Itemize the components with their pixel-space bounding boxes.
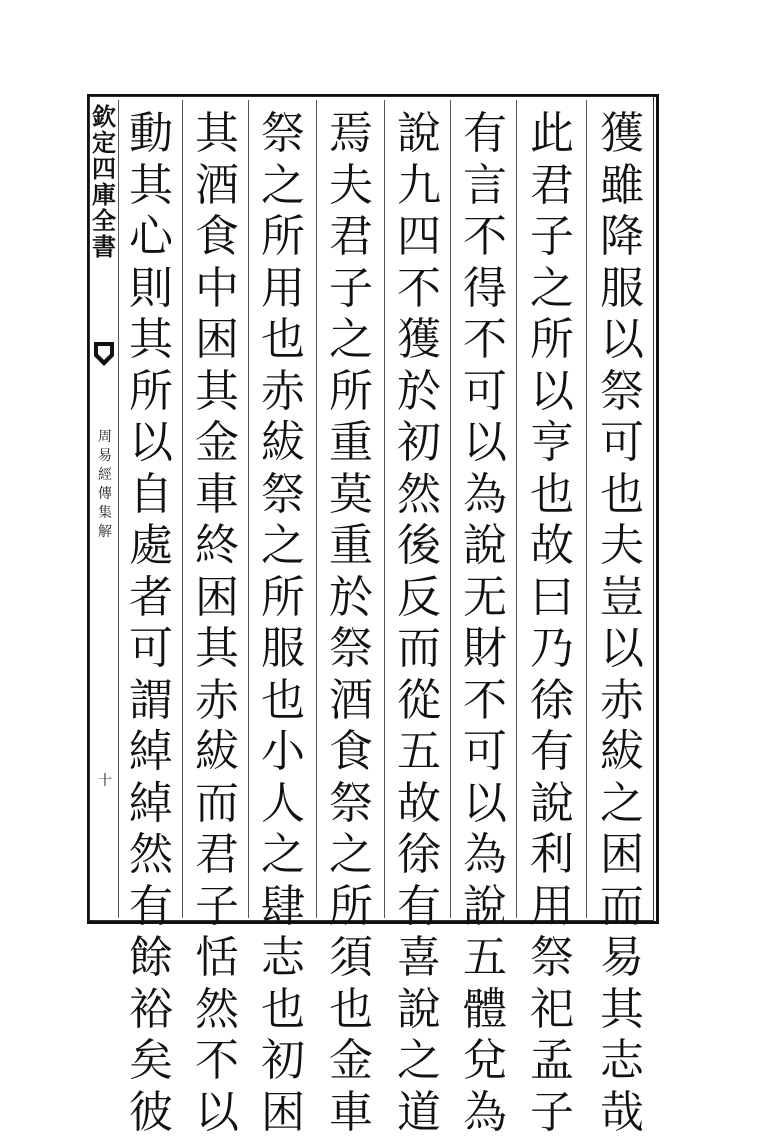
text-char: 以 bbox=[589, 314, 655, 366]
text-char: 子 bbox=[519, 211, 585, 263]
text-char: 之 bbox=[386, 1035, 452, 1087]
text-char: 以 bbox=[118, 417, 184, 469]
text-char: 困 bbox=[589, 829, 655, 881]
text-char: 不 bbox=[386, 263, 452, 315]
book-title-char: 易 bbox=[98, 447, 112, 466]
collection-title-char: 庫 bbox=[92, 182, 116, 208]
text-char: 夫 bbox=[589, 520, 655, 572]
text-char: 曰 bbox=[519, 572, 585, 624]
text-char: 其 bbox=[184, 623, 250, 675]
text-char: 以 bbox=[452, 417, 518, 469]
text-char: 徐 bbox=[386, 829, 452, 881]
text-char: 酒 bbox=[318, 675, 384, 727]
text-char: 有 bbox=[452, 108, 518, 160]
book-title bbox=[97, 428, 113, 542]
text-char: 食 bbox=[184, 211, 250, 263]
text-char: 亨 bbox=[519, 417, 585, 469]
text-char: 處 bbox=[118, 520, 184, 572]
text-char: 之 bbox=[250, 160, 316, 212]
text-char: 小 bbox=[250, 726, 316, 778]
text-char: 為 bbox=[452, 469, 518, 521]
text-char: 反 bbox=[386, 572, 452, 624]
text-column bbox=[318, 108, 384, 908]
text-char: 之 bbox=[250, 829, 316, 881]
text-char: 其 bbox=[118, 160, 184, 212]
text-char: 此 bbox=[519, 108, 585, 160]
text-char: 可 bbox=[452, 726, 518, 778]
text-char: 說 bbox=[452, 881, 518, 933]
text-char: 困 bbox=[184, 572, 250, 624]
text-char: 赤 bbox=[589, 675, 655, 727]
text-char: 孟 bbox=[519, 1035, 585, 1087]
text-char: 不 bbox=[452, 675, 518, 727]
fish-tail-mark-icon bbox=[93, 340, 115, 368]
text-char: 初 bbox=[250, 1035, 316, 1087]
text-char: 以 bbox=[184, 1087, 250, 1138]
text-char: 也 bbox=[250, 314, 316, 366]
text-char: 九 bbox=[386, 160, 452, 212]
text-char: 祭 bbox=[250, 469, 316, 521]
text-char: 四 bbox=[386, 211, 452, 263]
text-char: 困 bbox=[250, 1087, 316, 1138]
text-char: 祭 bbox=[589, 366, 655, 418]
text-column bbox=[589, 108, 655, 908]
text-char: 金 bbox=[318, 1035, 384, 1087]
text-char: 祀 bbox=[519, 984, 585, 1036]
text-char: 利 bbox=[519, 829, 585, 881]
text-char: 肆 bbox=[250, 881, 316, 933]
text-char: 祭 bbox=[318, 778, 384, 830]
text-char: 然 bbox=[386, 469, 452, 521]
book-title-char: 集 bbox=[98, 504, 112, 523]
book-title-char: 解 bbox=[98, 523, 112, 542]
text-char: 之 bbox=[318, 829, 384, 881]
text-char: 也 bbox=[250, 984, 316, 1036]
page-number: 十 bbox=[98, 770, 112, 790]
text-char: 體 bbox=[452, 984, 518, 1036]
text-char: 之 bbox=[589, 778, 655, 830]
text-char: 服 bbox=[589, 263, 655, 315]
text-char: 從 bbox=[386, 675, 452, 727]
text-char: 也 bbox=[318, 984, 384, 1036]
text-char: 降 bbox=[589, 211, 655, 263]
book-title-char: 經 bbox=[98, 466, 112, 485]
text-column bbox=[250, 108, 316, 908]
text-char: 志 bbox=[589, 1035, 655, 1087]
text-char: 雖 bbox=[589, 160, 655, 212]
text-char: 所 bbox=[318, 881, 384, 933]
text-char: 謂 bbox=[118, 675, 184, 727]
text-char: 人 bbox=[250, 778, 316, 830]
text-char: 說 bbox=[452, 520, 518, 572]
text-char: 然 bbox=[118, 829, 184, 881]
book-title-char: 周 bbox=[98, 428, 112, 447]
column-rule bbox=[586, 100, 587, 918]
text-char: 彼 bbox=[118, 1087, 184, 1138]
text-char: 所 bbox=[318, 366, 384, 418]
text-char: 故 bbox=[519, 520, 585, 572]
text-char: 故 bbox=[386, 778, 452, 830]
text-column bbox=[452, 108, 518, 908]
text-char: 可 bbox=[118, 623, 184, 675]
collection-title-char: 全 bbox=[92, 208, 116, 234]
text-char: 說 bbox=[386, 108, 452, 160]
text-char: 食 bbox=[318, 726, 384, 778]
text-char: 所 bbox=[250, 572, 316, 624]
text-char: 其 bbox=[184, 366, 250, 418]
text-char: 獲 bbox=[589, 108, 655, 160]
text-char: 赤 bbox=[250, 366, 316, 418]
text-char: 紱 bbox=[184, 726, 250, 778]
text-char: 其 bbox=[118, 314, 184, 366]
text-char: 得 bbox=[452, 263, 518, 315]
text-char: 重 bbox=[318, 520, 384, 572]
text-char: 以 bbox=[452, 778, 518, 830]
text-char: 君 bbox=[519, 160, 585, 212]
text-char: 所 bbox=[519, 314, 585, 366]
text-char: 祭 bbox=[250, 108, 316, 160]
text-char: 之 bbox=[250, 520, 316, 572]
column-rule bbox=[316, 100, 317, 918]
text-char: 乃 bbox=[519, 623, 585, 675]
text-char: 酒 bbox=[184, 160, 250, 212]
text-char: 也 bbox=[589, 469, 655, 521]
text-char: 用 bbox=[250, 263, 316, 315]
text-char: 子 bbox=[184, 881, 250, 933]
text-char: 說 bbox=[386, 984, 452, 1036]
text-char: 而 bbox=[386, 623, 452, 675]
text-char: 不 bbox=[184, 1035, 250, 1087]
text-char: 道 bbox=[386, 1087, 452, 1138]
text-char: 後 bbox=[386, 520, 452, 572]
collection-title-char: 欽 bbox=[92, 104, 116, 130]
text-char: 所 bbox=[118, 366, 184, 418]
text-column bbox=[184, 108, 250, 908]
collection-title-char: 書 bbox=[92, 234, 116, 260]
text-char: 說 bbox=[519, 778, 585, 830]
text-char: 言 bbox=[452, 160, 518, 212]
text-char: 也 bbox=[519, 469, 585, 521]
text-char: 祭 bbox=[318, 623, 384, 675]
text-char: 之 bbox=[318, 314, 384, 366]
text-char: 用 bbox=[519, 881, 585, 933]
text-char: 五 bbox=[452, 932, 518, 984]
text-char: 子 bbox=[318, 263, 384, 315]
text-char: 則 bbox=[118, 263, 184, 315]
text-char: 終 bbox=[184, 520, 250, 572]
text-char: 所 bbox=[250, 211, 316, 263]
text-char: 有 bbox=[519, 726, 585, 778]
text-char: 困 bbox=[184, 314, 250, 366]
text-char: 初 bbox=[386, 417, 452, 469]
text-char: 之 bbox=[519, 263, 585, 315]
text-char: 莫 bbox=[318, 469, 384, 521]
column-rule bbox=[384, 100, 385, 918]
text-char: 可 bbox=[589, 417, 655, 469]
text-char: 赤 bbox=[184, 675, 250, 727]
text-char: 五 bbox=[386, 726, 452, 778]
text-char: 可 bbox=[452, 366, 518, 418]
text-char: 動 bbox=[118, 108, 184, 160]
text-char: 焉 bbox=[318, 108, 384, 160]
text-char: 君 bbox=[318, 211, 384, 263]
collection-title bbox=[92, 104, 116, 260]
text-char: 紱 bbox=[250, 417, 316, 469]
text-char: 以 bbox=[519, 366, 585, 418]
text-char: 自 bbox=[118, 469, 184, 521]
text-char: 須 bbox=[318, 932, 384, 984]
collection-title-char: 四 bbox=[92, 156, 116, 182]
text-char: 於 bbox=[386, 366, 452, 418]
text-char: 志 bbox=[250, 932, 316, 984]
text-char: 君 bbox=[184, 829, 250, 881]
text-char: 以 bbox=[589, 623, 655, 675]
text-char: 有 bbox=[118, 881, 184, 933]
text-char: 喜 bbox=[386, 932, 452, 984]
text-char: 金 bbox=[184, 417, 250, 469]
text-char: 兌 bbox=[452, 1035, 518, 1087]
text-char: 恬 bbox=[184, 932, 250, 984]
text-char: 重 bbox=[318, 417, 384, 469]
text-char: 有 bbox=[386, 881, 452, 933]
text-char: 不 bbox=[452, 211, 518, 263]
text-char: 於 bbox=[318, 572, 384, 624]
text-char: 祭 bbox=[519, 932, 585, 984]
text-char: 財 bbox=[452, 623, 518, 675]
text-char: 然 bbox=[184, 984, 250, 1036]
text-char: 徐 bbox=[519, 675, 585, 727]
text-column bbox=[519, 108, 585, 908]
text-char: 服 bbox=[250, 623, 316, 675]
text-char: 而 bbox=[184, 778, 250, 830]
text-char: 也 bbox=[250, 675, 316, 727]
text-char: 者 bbox=[118, 572, 184, 624]
text-char: 綽 bbox=[118, 726, 184, 778]
text-char: 其 bbox=[589, 984, 655, 1036]
text-char: 无 bbox=[452, 572, 518, 624]
text-char: 中 bbox=[184, 263, 250, 315]
text-char: 哉 bbox=[589, 1087, 655, 1138]
text-char: 而 bbox=[589, 881, 655, 933]
text-column bbox=[118, 108, 184, 908]
text-char: 豈 bbox=[589, 572, 655, 624]
text-char: 心 bbox=[118, 211, 184, 263]
text-char: 車 bbox=[318, 1087, 384, 1138]
text-char: 子 bbox=[519, 1087, 585, 1138]
text-char: 綽 bbox=[118, 778, 184, 830]
collection-title-char: 定 bbox=[92, 130, 116, 156]
text-column bbox=[386, 108, 452, 908]
text-char: 紱 bbox=[589, 726, 655, 778]
text-char: 其 bbox=[184, 108, 250, 160]
book-title-char: 傳 bbox=[98, 485, 112, 504]
text-char: 為 bbox=[452, 829, 518, 881]
text-char: 夫 bbox=[318, 160, 384, 212]
text-char: 矣 bbox=[118, 1035, 184, 1087]
text-char: 裕 bbox=[118, 984, 184, 1036]
text-char: 不 bbox=[452, 314, 518, 366]
text-char: 車 bbox=[184, 469, 250, 521]
text-char: 餘 bbox=[118, 932, 184, 984]
text-char: 為 bbox=[452, 1087, 518, 1138]
text-char: 易 bbox=[589, 932, 655, 984]
text-char: 獲 bbox=[386, 314, 452, 366]
